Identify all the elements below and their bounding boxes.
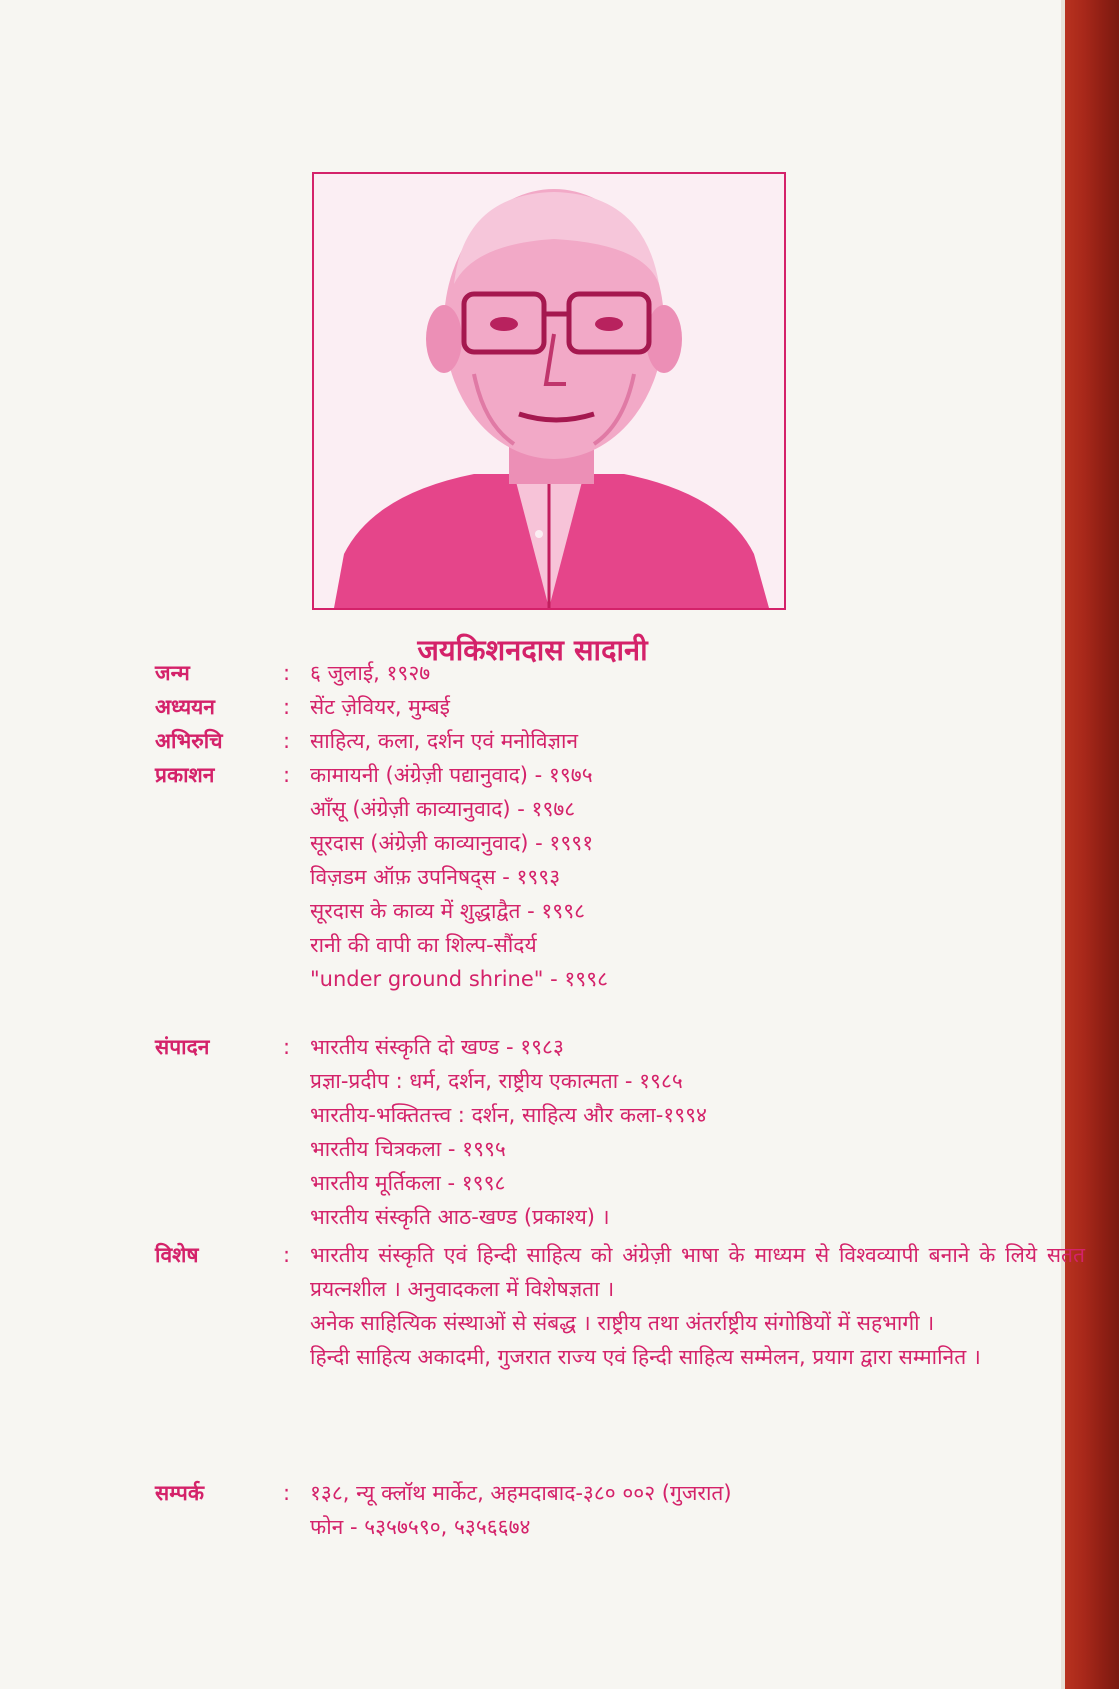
field-label: संपादन	[155, 1035, 210, 1059]
list-item: रानी की वापी का शिल्प-सौंदर्य	[310, 933, 537, 957]
field-colon: :	[283, 695, 291, 719]
field-value: सेंट ज़ेवियर, मुम्बई	[310, 695, 450, 719]
field-label: अध्ययन	[155, 695, 215, 719]
list-item: भारतीय चित्रकला - १९९५	[310, 1137, 506, 1161]
field-label: सम्पर्क	[155, 1481, 204, 1505]
contact-phone: फोन - ५३५७५९०, ५३५६६७४	[310, 1515, 531, 1539]
list-item: कामायनी (अंग्रेज़ी पद्यानुवाद) - १९७५	[310, 763, 593, 787]
list-item: "under ground shrine" - १९९८	[310, 967, 609, 991]
field-value: ६ जुलाई, १९२७	[310, 661, 431, 685]
field-value-list	[310, 1030, 1085, 1234]
field-value-paragraphs	[310, 1238, 1085, 1374]
author-portrait	[312, 172, 786, 610]
field-colon: :	[283, 661, 291, 685]
field-value: साहित्य, कला, दर्शन एवं मनोविज्ञान	[310, 729, 579, 753]
list-item: भारतीय संस्कृति आठ-खण्ड (प्रकाश्य) ।	[310, 1205, 610, 1229]
field-value-list	[310, 1476, 1085, 1544]
list-item: भारतीय-भक्तितत्त्व : दर्शन, साहित्य और कला-१९९४	[310, 1103, 707, 1127]
list-item: विज़डम ऑफ़ उपनिषद्स - १९९३	[310, 865, 561, 889]
field-label: विशेष	[155, 1243, 199, 1267]
field-label: प्रकाशन	[155, 763, 215, 787]
field-label: जन्म	[155, 661, 190, 685]
contact-address: १३८, न्यू क्लॉथ मार्केट, अहमदाबाद-३८० ००२ (गुजरात)	[310, 1481, 732, 1505]
list-item: सूरदास के काव्य में शुद्धाद्वैत - १९९८	[310, 899, 586, 923]
field-value-list	[310, 758, 1085, 996]
field-label: अभिरुचि	[155, 729, 223, 753]
paragraph: भारतीय संस्कृति एवं हिन्दी साहित्य को अंग्रेज़ी भाषा के माध्यम से विश्वव्यापी बनाने के लिये सतत प्रयत्नशील । अनुवादकला में विशेषज्ञता ।	[310, 1243, 1085, 1301]
list-item: आँसू (अंग्रेज़ी काव्यानुवाद) - १९७८	[310, 797, 576, 821]
field-colon: :	[283, 1481, 291, 1505]
list-item: भारतीय मूर्तिकला - १९९८	[310, 1171, 506, 1195]
field-colon: :	[283, 763, 291, 787]
field-colon: :	[283, 1243, 291, 1267]
list-item: प्रज्ञा-प्रदीप : धर्म, दर्शन, राष्ट्रीय एकात्मता - १९८५	[310, 1069, 683, 1093]
portrait-illustration	[314, 174, 784, 608]
field-colon: :	[283, 729, 291, 753]
paragraph: हिन्दी साहित्य अकादमी, गुजरात राज्य एवं हिन्दी साहित्य सम्मेलन, प्रयाग द्वारा सम्मानित ।	[310, 1345, 981, 1369]
list-item: सूरदास (अंग्रेज़ी काव्यानुवाद) - १९९१	[310, 831, 594, 855]
paragraph: अनेक साहित्यिक संस्थाओं से संबद्ध । राष्ट्रीय तथा अंतर्राष्ट्रीय संगोष्ठियों में सहभागी ।	[310, 1311, 935, 1335]
field-colon: :	[283, 1035, 291, 1059]
list-item: भारतीय संस्कृति दो खण्ड - १९८३	[310, 1035, 564, 1059]
author-name: जयकिशनदास सादानी	[417, 633, 648, 667]
